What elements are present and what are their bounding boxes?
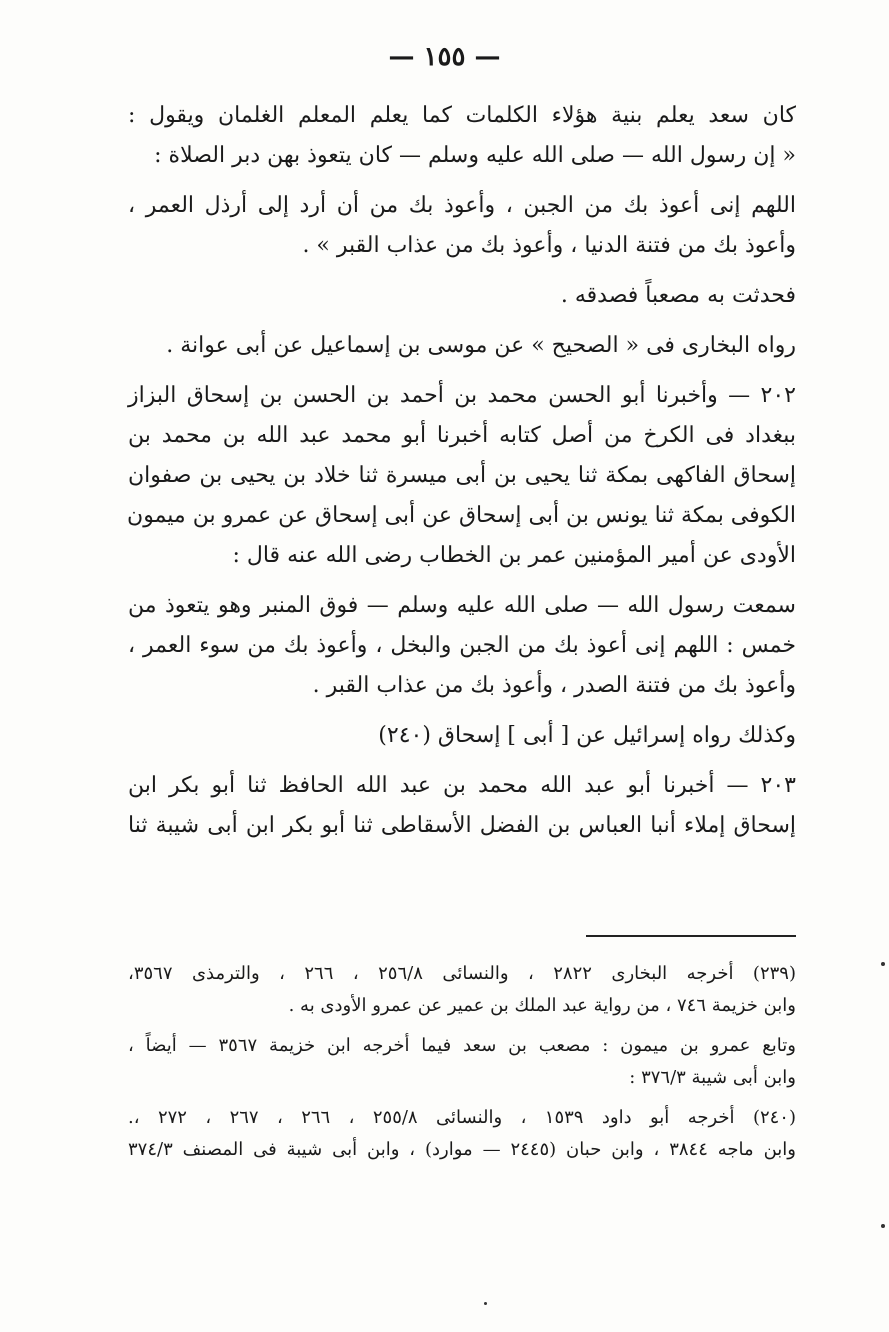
- paragraph-8: [128, 766, 796, 846]
- text-line: ببغداد فى الكرخ من أصل كتابه أخبرنا أبو محمد عبد الله بن محمد بن: [128, 423, 796, 448]
- footnote-240: [128, 1102, 796, 1166]
- text-line: وكذلك رواه إسرائيل عن [ أبى ] إسحاق (٢٤٠): [378, 723, 796, 748]
- text-line: رواه البخارى فى « الصحيح » عن موسى بن إسماعيل عن أبى عوانة .: [166, 333, 796, 358]
- text-line: ٢٠٣ — أخبرنا أبو عبد الله محمد بن عبد الله الحافظ ثنا أبو بكر ابن: [128, 773, 796, 798]
- footnote-line: وابن أبى شيبة ٣٧٦/٣ :: [629, 1067, 796, 1088]
- text-line: إسحاق الفاكهى بمكة ثنا يحيى بن أبى ميسرة ثنا خلاد بن يحيى بن صفوان: [128, 463, 796, 488]
- page-number: — ١٥٥ —: [388, 42, 501, 72]
- text-line: اللهم إنى أعوذ بك من الجبن ، وأعوذ بك من أن أرد إلى أرذل العمر ،: [128, 193, 796, 218]
- footnote-divider: [586, 935, 796, 937]
- scan-speck: [484, 1302, 487, 1305]
- footnote-line: وتابع عمرو بن ميمون : مصعب بن سعد فيما أخرجه ابن خزيمة ٣٥٦٧ — أيضاً ،: [128, 1035, 796, 1056]
- footnote-line: وابن خزيمة ٧٤٦ ، من رواية عبد الملك بن عمير عن عمرو الأودى به .: [288, 995, 796, 1016]
- footnotes: [128, 958, 796, 1174]
- text-line: خمس : اللهم إنى أعوذ بك من الجبن والبخل ، وأعوذ بك من سوء العمر ،: [128, 633, 796, 658]
- footnote-239: [128, 958, 796, 1022]
- text-line: ٢٠٢ — وأخبرنا أبو الحسن محمد بن أحمد بن الحسن بن إسحاق البزاز: [128, 383, 796, 408]
- text-line: سمعت رسول الله — صلى الله عليه وسلم — فوق المنبر وهو يتعوذ من: [128, 593, 796, 618]
- text-line: إسحاق إملاء أنبا العباس بن الفضل الأسقاطى ثنا أبو بكر ابن أبى شيبة ثنا: [128, 813, 796, 838]
- paragraph-1: [128, 96, 796, 176]
- text-line: وأعوذ بك من فتنة الصدر ، وأعوذ بك من عذاب القبر .: [312, 673, 796, 698]
- scan-speck: [881, 962, 885, 966]
- footnote-line: وابن ماجه ٣٨٤٤ ، وابن حبان (٢٤٤٥ — موارد) ، وابن أبى شيبة فى المصنف ٣٧٤/٣: [128, 1139, 796, 1160]
- paragraph-3: [128, 276, 796, 316]
- text-line: فحدثت به مصعباً فصدقه .: [560, 283, 796, 308]
- main-text: [128, 96, 796, 856]
- text-line: « إن رسول الله — صلى الله عليه وسلم — كان يتعوذ بهن دبر الصلاة :: [154, 143, 796, 168]
- scan-speck: [881, 1224, 885, 1228]
- footnote-line: (٢٣٩) أخرجه البخارى ٢٨٢٢ ، والنسائى ٢٥٦/٨ ، ٢٦٦ ، والترمذى ٣٥٦٧،: [128, 963, 797, 984]
- text-line: الكوفى بمكة ثنا يونس بن أبى إسحاق عن أبى إسحاق عن عمرو بن ميمون: [127, 503, 796, 528]
- footnote-239-continued: [128, 1030, 796, 1094]
- paragraph-2: [128, 186, 796, 266]
- text-line: وأعوذ بك من فتنة الدنيا ، وأعوذ بك من عذاب القبر » .: [302, 233, 796, 258]
- footnote-line: (٢٤٠) أخرجه أبو داود ١٥٣٩ ، والنسائى ٢٥٥/٨ ، ٢٦٦ ، ٢٦٧ ، ٢٧٢ ،.: [128, 1107, 797, 1128]
- paragraph-7: [128, 716, 796, 756]
- paragraph-6: [128, 586, 796, 706]
- paragraph-5: [128, 376, 796, 576]
- text-line: الأودى عن أمير المؤمنين عمر بن الخطاب رضى الله عنه قال :: [232, 543, 796, 568]
- paragraph-4: [128, 326, 796, 366]
- text-line: كان سعد يعلم بنية هؤلاء الكلمات كما يعلم المعلم الغلمان ويقول :: [128, 103, 796, 128]
